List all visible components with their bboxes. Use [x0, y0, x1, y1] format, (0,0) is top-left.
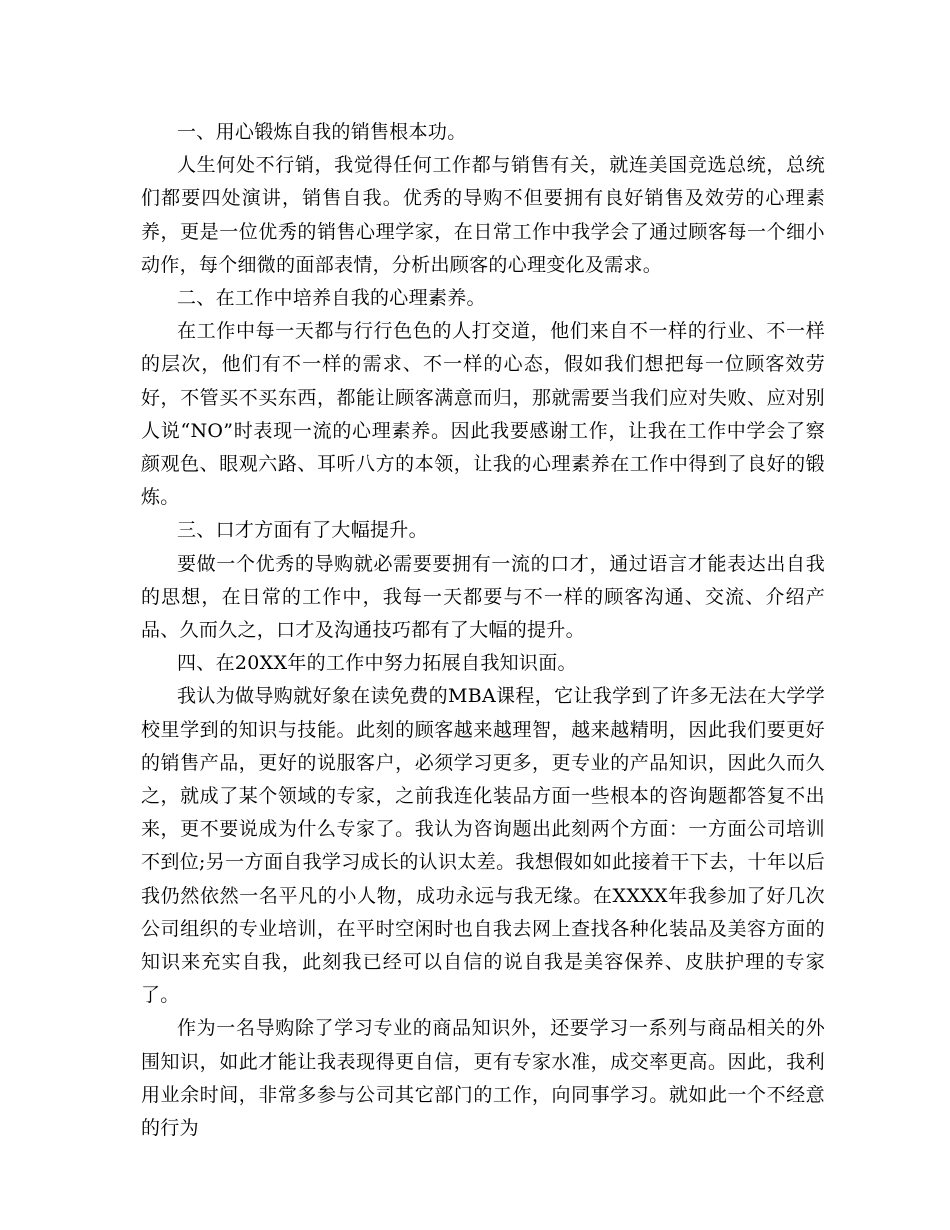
section-3-paragraph-1: 要做一个优秀的导购就必需要要拥有一流的口才，通过语言才能表达出自我的思想，在日常的工作中，我每一天都要与不一样的顾客沟通、交流、介绍产品、久而久之，口才及沟通技巧都有了大幅的提升。 [141, 552, 825, 642]
section-1-paragraph-1: 人生何处不行销，我觉得任何工作都与销售有关，就连美国竞选总统，总统们都要四处演讲，销售自我。优秀的导购不但要拥有良好销售及效劳的心理素养，更是一位优秀的销售心理学家，在日常工作中我学会了通过顾客每一个细小动作，每个细微的面部表情，分析出顾客的心理变化及需求。 [141, 154, 825, 276]
document-body [141, 116, 825, 1145]
section-4-paragraph-1: 我认为做导购就好象在读免费的MBA课程，它让我学到了许多无法在大学学校里学到的知识与技能。此刻的顾客越来越理智，越来越精明，因此我们要更好的销售产品，更好的说服客户，必须学习更多，更专业的产品知识，因此久而久之，就成了某个领域的专家，之前我连化装品方面一些根本的咨询题都答复不出来，更不要说成为什么专家了。我认为咨询题出此刻两个方面：一方面公司培训不到位;另一方面自我学习成长的认识太差。我想假如如此接着干下去，十年以后我仍然依然一名平凡的小人物，成功永远与我无缘。在XXXX年我参加了好几次公司组织的专业培训，在平时空闲时也自我去网上查找各种化装品及美容方面的知识来充实自我，此刻我已经可以自信的说自我是美容保养、皮肤护理的专家了。 [141, 685, 825, 1007]
section-heading-1: 一、用心锻炼自我的销售根本功。 [177, 121, 467, 143]
section-heading-2: 二、在工作中培养自我的心理素养。 [177, 287, 486, 310]
section-heading-4: 四、在20XX年的工作中努力拓展自我知识面。 [177, 652, 577, 675]
section-heading-3: 三、口才方面有了大幅提升。 [177, 519, 428, 542]
section-4-paragraph-2: 作为一名导购除了学习专业的商品知识外，还要学习一系列与商品相关的外围知识，如此才能让我表现得更自信，更有专家水准，成交率更高。因此，我利用业余时间，非常多参与公司其它部门的工作，向同事学习。就如此一个不经意的行为 [141, 1017, 825, 1140]
section-2-paragraph-1: 在工作中每一天都与行行色色的人打交道，他们来自不一样的行业、不一样的层次，他们有不一样的需求、不一样的心态，假如我们想把每一位顾客效劳好，不管买不买东西，都能让顾客满意而归，那就需要当我们应对失败、应对别人说“NO”时表现一流的心理素养。因此我要感谢工作，让我在工作中学会了察颜观色、眼观六路、耳听八方的本领，让我的心理素养在工作中得到了良好的锻炼。 [141, 320, 825, 509]
